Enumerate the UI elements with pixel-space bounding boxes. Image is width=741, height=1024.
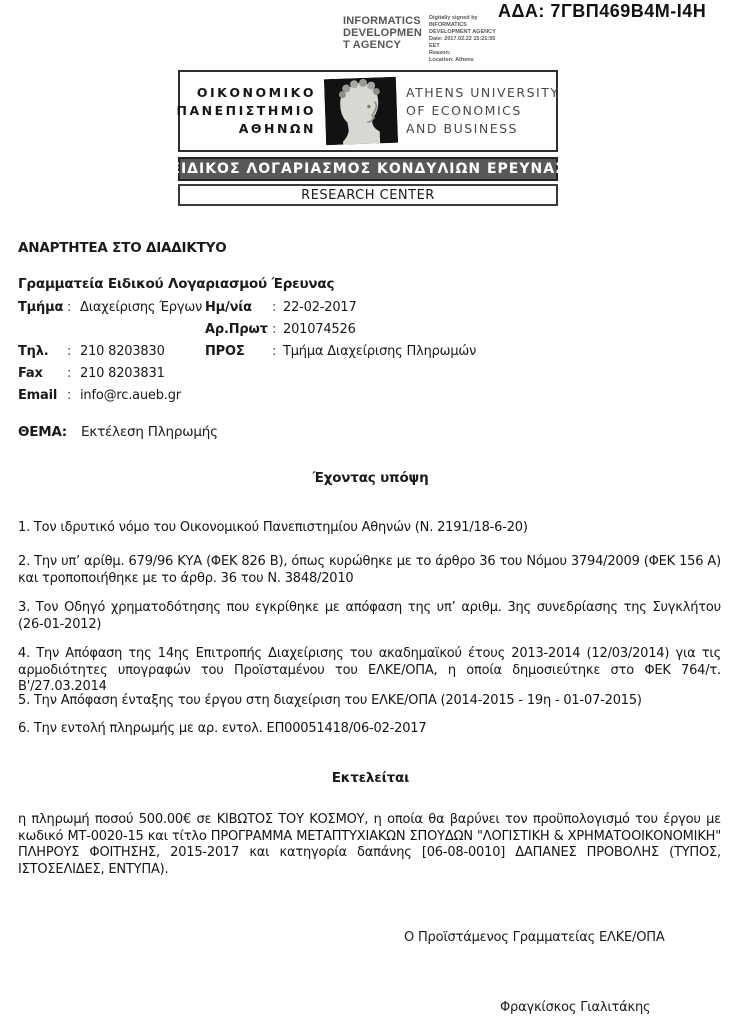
subject-label: ΘΕΜΑ:: [18, 424, 67, 440]
special-account-banner: ΕΙΔΙΚΟΣ ΛΟΓΑΡΙΑΣΜΟΣ ΚΟΝΔΥΛΙΩΝ ΕΡΕΥΝΑΣ: [178, 157, 558, 181]
department-title: Γραμματεία Ειδικού Λογαριασμού Έρευνας: [18, 276, 335, 292]
subject-value: Εκτέλεση Πληρωμής: [80, 424, 218, 440]
tmima-value: Διαχείρισης Έργων: [80, 300, 203, 315]
tel-label: Τηλ.: [18, 344, 49, 359]
signer-name: Φραγκίσκος Γιαλιτάκης: [500, 1000, 651, 1015]
email-value: info@rc.aueb.gr: [80, 388, 181, 403]
considering-item-5: 5. Την Απόφαση ένταξης του έργου στη διαχείριση του ΕΛΚΕ/ΟΠΑ (2014-2015 - 19η - 01-07-2015): [18, 693, 642, 708]
research-center-banner: RESEARCH CENTER: [178, 184, 558, 206]
considering-heading: Έχοντας υπόψη: [312, 470, 429, 486]
considering-item-4: 4. Την Απόφαση της 14ης Επιτροπής Διαχείρισης του ακαδημαϊκού έτους 2013-2014 (12/03/2014) για τις αρμοδιότητες υπογραφών του Προϊσταμένου του ΕΛΚΕ/ΟΠΑ, η οποία δημοσιεύτηκε στο ΦΕΚ 764/τ. Β'/27.03.2014: [18, 646, 721, 694]
protocol-value: 201074526: [283, 322, 356, 337]
fax-label: Fax: [18, 366, 43, 381]
fax-value: 210 8203831: [80, 366, 165, 381]
university-logo: [178, 70, 558, 152]
stamp-detail-line: Digitally signed by: [429, 15, 478, 21]
pros-label: ΠΡΟΣ: [205, 344, 245, 359]
considering-item-6: 6. Την εντολή πληρωμής με αρ. εντολ. ΕΠ00051418/06-02-2017: [18, 721, 427, 736]
colon-separator: :: [272, 322, 277, 337]
tmima-label: Τμήμα: [18, 300, 64, 315]
considering-item-2: 2. Την υπ’ αρίθμ. 679/96 ΚΥΑ (ΦΕΚ 826 Β), όπως κυρώθηκε με το άρθρο 36 του Νόμου 3794/2009 (ΦΕΚ 156 Α) και τροποποιήθηκε με το άρθρ. 36 του Ν. 3848/2010: [18, 554, 721, 586]
stamp-detail-line: INFORMATICS: [429, 22, 467, 28]
university-name-greek-line: ΑΘΗΝΩΝ: [238, 121, 316, 136]
stamp-signature-details: [429, 15, 496, 64]
stamp-detail-line: DEVELOPMENT AGENCY: [429, 29, 496, 35]
considering-item-3: 3. Τον Οδηγό χρηματοδότησης που εγκρίθηκε με απόφαση της υπ’ αριθμ. 3ης συνεδρίασης της Συγκλήτου (26-01-2012): [18, 600, 721, 632]
posting-notice: ΑΝΑΡΤΗΤΕΑ ΣΤΟ ΔΙΑΔΙΚΤΥΟ: [18, 240, 227, 256]
university-name-greek-line: ΠΑΝΕΠΙΣΤΗΜΙΟ: [176, 103, 316, 118]
execute-heading: Εκτελείται: [331, 770, 410, 786]
stamp-agency-line: DEVELOPMEN: [343, 27, 423, 39]
stamp-detail-line: Reason:: [429, 50, 451, 56]
university-name-english-line: AND BUSINESS: [406, 121, 518, 136]
university-name-english: [406, 84, 560, 138]
classical-bust-icon: [324, 77, 398, 145]
university-name-greek: [177, 84, 317, 138]
signer-title: Ο Προϊστάμενος Γραμματείας ΕΛΚΕ/ΟΠΑ: [404, 930, 665, 945]
stamp-detail-line: EET: [429, 43, 440, 49]
stamp-detail-line: Location: Athens: [429, 57, 474, 63]
colon-separator: :: [67, 366, 72, 381]
colon-separator: :: [67, 300, 72, 315]
date-label: Ημ/νία: [205, 300, 252, 315]
execution-paragraph: η πληρωμή ποσού 500.00€ σε ΚΙΒΩΤΟΣ ΤΟΥ ΚΟΣΜΟΥ, η οποία θα βαρύνει τον προϋπολογισμό του έργου με κωδικό ΜΤ-0020-15 και τίτλο ΠΡΟΓΡΑΜΜΑ ΜΕΤΑΠΤΥΧΙΑΚΩΝ ΣΠΟΥΔΩΝ "ΛΟΓΙΣΤΙΚΗ & ΧΡΗΜΑΤΟΟΙΚΟΝΟΜΙΚΗ" ΠΛΗΡΟΥΣ ΦΟΙΤΗΣΗΣ, 2015-2017 και κατηγορία δαπάνης [06-08-0010] ΔΑΠΑΝΕΣ ΠΡΟΒΟΛΗΣ (ΤΥΠΟΣ, ΙΣΤΟΣΕΛΙΔΕΣ, ΕΝΤΥΠΑ).: [18, 812, 721, 877]
date-value: 22-02-2017: [283, 300, 357, 315]
subject-line: [18, 424, 218, 440]
university-name-english-line: OF ECONOMICS: [406, 103, 522, 118]
considering-item-1: 1. Τον ιδρυτικό νόμο του Οικονομικού Πανεπιστημίου Αθηνών (Ν. 2191/18-6-20): [18, 520, 528, 535]
colon-separator: :: [67, 388, 72, 403]
university-name-greek-line: ΟΙΚΟΝΟΜΙΚΟ: [196, 85, 316, 100]
university-name-english-line: ATHENS UNIVERSITY: [406, 85, 560, 100]
stamp-agency-line: T AGENCY: [343, 39, 402, 51]
stamp-agency-line: INFORMATICS: [343, 15, 421, 27]
stamp-agency-name: [343, 15, 422, 64]
document-info-table: [18, 297, 476, 407]
colon-separator: :: [67, 344, 72, 359]
pros-value: Τμήμα Διαχείρισης Πληρωμών: [283, 344, 477, 359]
protocol-label: Αρ.Πρωτ: [205, 322, 268, 337]
email-label: Email: [18, 388, 58, 403]
digital-signature-stamp: [343, 15, 496, 64]
ada-number: ΑΔΑ: 7ΓΒΠ469Β4Μ-Ι4Η: [498, 1, 707, 21]
tel-value: 210 8203830: [80, 344, 165, 359]
colon-separator: :: [272, 344, 277, 359]
colon-separator: :: [272, 300, 277, 315]
stamp-detail-line: Date: 2017.02.22 15:21:55: [429, 36, 496, 42]
